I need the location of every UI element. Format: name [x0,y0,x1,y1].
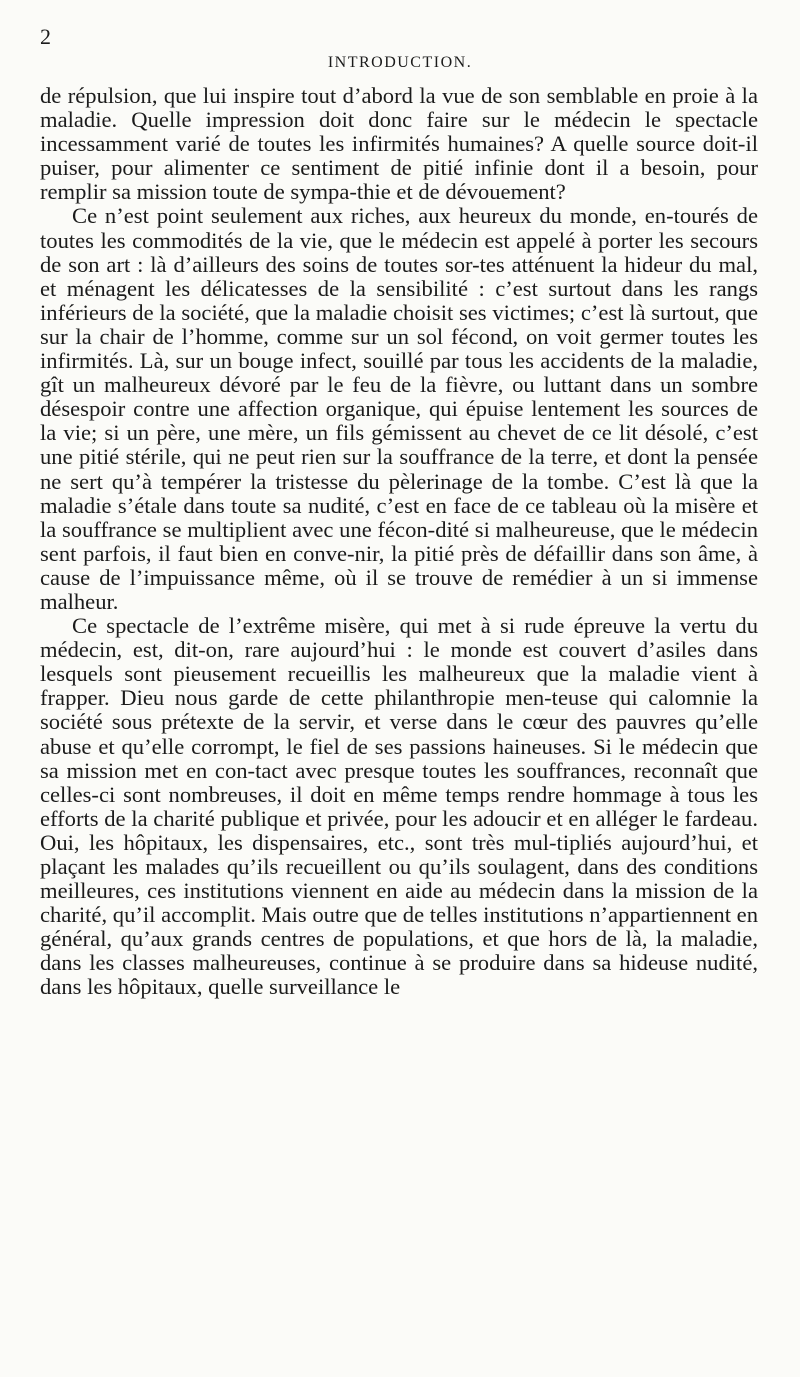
paragraph-continuation: de répulsion, que lui inspire tout d’abord la vue de son semblable en proie à la maladie. Quelle impression doit donc faire sur le médecin le spectacle incessamment varié de toutes les infirmités humaines? A quelle source doit-il puiser, pour alimenter ce sentiment de pitié infinie dont il a besoin, pour remplir sa mission toute de sympa-thie et de dévouement? [40,83,758,205]
page-number: 2 [40,24,51,49]
paragraph: Ce spectacle de l’extrême misère, qui met à si rude épreuve la vertu du médecin, est, dit-on, rare aujourd’hui : le monde est couvert d’asiles dans lesquels sont pieusement recueillis les malheureux que la maladie vient à frapper. Dieu nous garde de cette philanthropie men-teuse qui calomnie la société sous prétexte de la servir, et verse dans le cœur des pauvres qu’elle abuse et qu’elle corrompt, le fiel de ses passions haineuses. Si le médecin que sa mission met en con-tact avec presque toutes les souffrances, reconnaît que celles-ci sont nombreuses, il doit en même temps rendre hommage à tous les efforts de la charité publique et privée, pour les adoucir et en alléger le fardeau. Oui, les hôpitaux, les dispensaires, etc., sont très mul-tipliés aujourd’hui, et plaçant les malades qu’ils recueillent ou qu’ils soulagent, dans des conditions meilleures, ces institutions viennent en aide au médecin dans la mission de la charité, qu’il accomplit. Mais outre que de telles institutions n’appartiennent en général, qu’aux grands centres de populations, et que hors de là, la maladie, dans les classes malheureuses, continue à se produire dans sa hideuse nudité, dans les hôpitaux, quelle surveillance le [40,613,758,1000]
body-text [40,84,758,1000]
running-title: INTRODUCTION. [327,54,473,71]
paragraph: Ce n’est point seulement aux riches, aux heureux du monde, en-tourés de toutes les commodités de la vie, que le médecin est appelé à porter les secours de son art : là d’ailleurs des soins de toutes sor-tes atténuent la hideur du mal, et ménagent les délicatesses de la sensibilité : c’est surtout dans les rangs inférieurs de la société, que la maladie choisit ses victimes; c’est là surtout, que sur la chair de l’homme, comme sur un sol fécond, on voit germer toutes les infirmités. Là, sur un bouge infect, souillé par tous les accidents de la maladie, gît un malheureux dévoré par le feu de la fièvre, ou luttant dans un sombre désespoir contre une affection organique, qui épuise lentement les sources de la vie; si un père, une mère, un fils gémissent au chevet de ce lit désolé, c’est une pitié stérile, qui ne peut rien sur la souffrance de la terre, et dont la pensée ne sert qu’à tempérer la tristesse du pèlerinage de la tombe. C’est là que la maladie s’étale dans toute sa nudité, c’est en face de ce tableau où la misère et la souffrance se multiplient avec une fécon-dité si malheureuse, que le médecin sent parfois, il faut bien en conve-nir, la pitié près de défaillir dans son âme, à cause de l’impuissance même, où il se trouve de remédier à un si immense malheur. [40,203,758,614]
